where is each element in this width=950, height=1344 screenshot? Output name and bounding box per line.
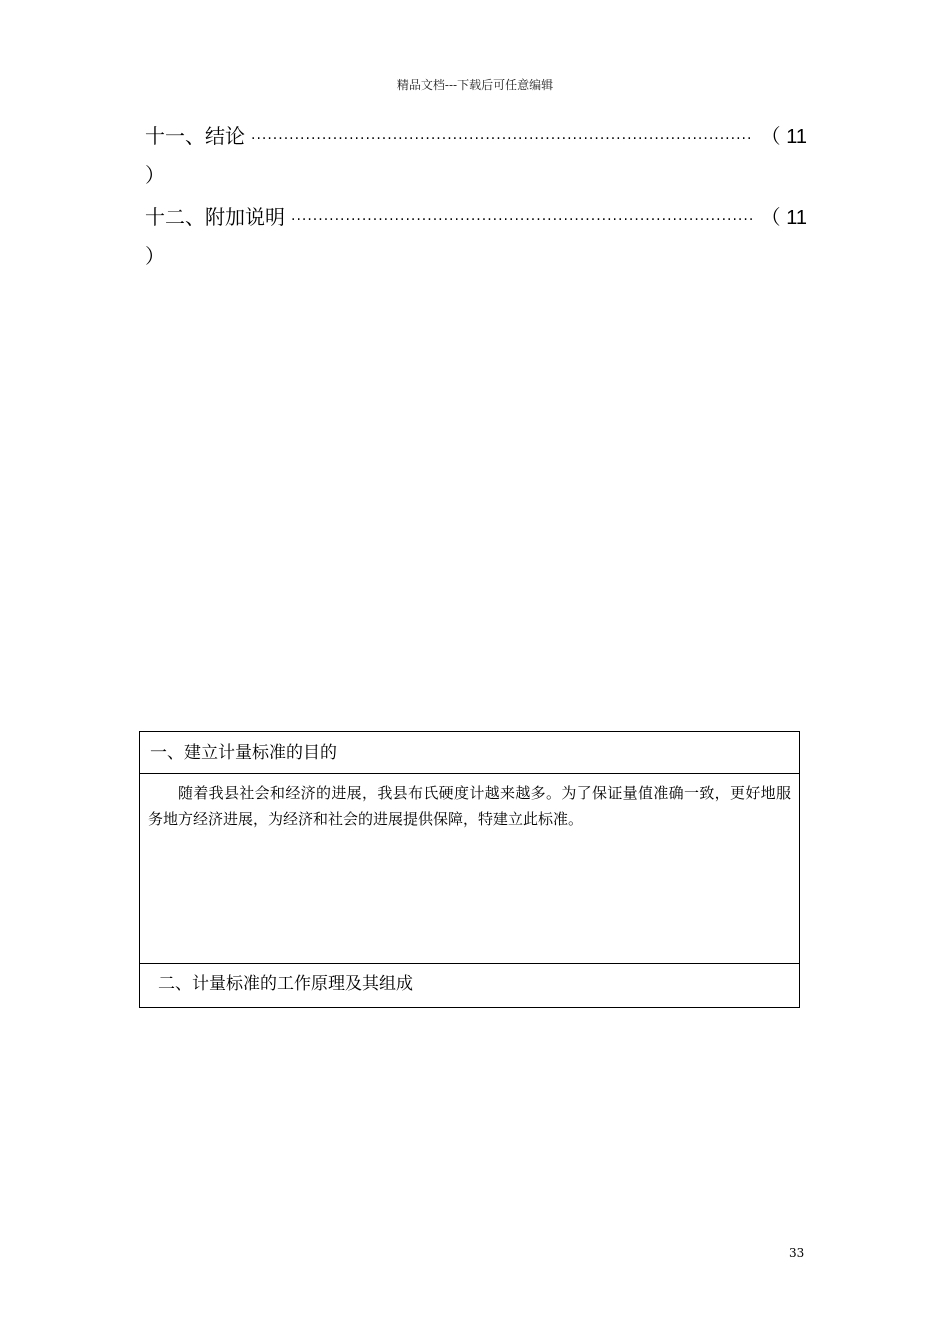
toc-page-number: （ 11 [760, 207, 807, 229]
toc-dot-leader [251, 119, 753, 159]
toc-entry-title: 十一、结论 [145, 124, 245, 148]
section-purpose-heading: 一、建立计量标准的目的 [140, 732, 799, 774]
section-principle-heading: 二、计量标准的工作原理及其组成 [158, 974, 413, 994]
section-purpose-body: 随着我县社会和经济的进展，我县布氏硬度计越来越多。为了保证量值准确一致，更好地服务地方经济进展，为经济和社会的进展提供保障，特建立此标准。 [140, 774, 799, 964]
toc-entry-additional-notes[interactable] [145, 197, 807, 277]
toc-closing-paren: ） [145, 246, 165, 268]
toc-dot-leader [291, 200, 753, 240]
toc-page-number: （ 11 [760, 126, 807, 148]
header-note: 精品文档---下载后可任意编辑 [396, 78, 554, 92]
toc-entry-conclusion[interactable] [145, 116, 807, 196]
standard-description-table [139, 731, 800, 1008]
toc-entry-title: 十二、附加说明 [145, 205, 285, 229]
page-number: 33 [789, 1246, 805, 1260]
toc-closing-paren: ） [145, 165, 165, 187]
